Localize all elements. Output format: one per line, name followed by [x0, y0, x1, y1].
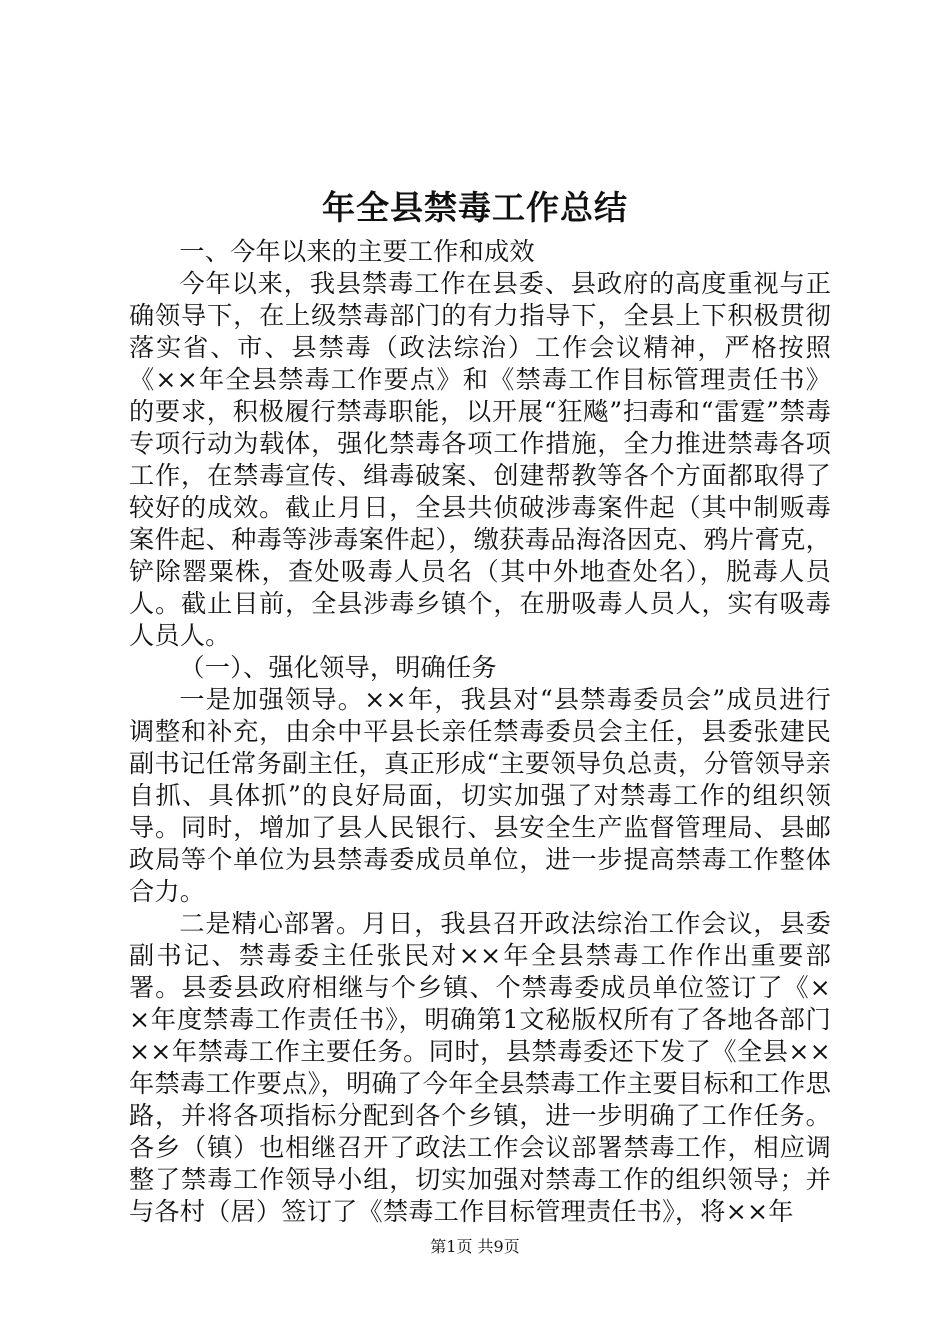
page-footer: 第1页 共9页	[430, 1237, 520, 1256]
section-heading: 一、今年以来的主要工作和成效	[179, 237, 535, 266]
subsection-heading: （一）、强化领导，明确任务	[179, 653, 497, 682]
paragraph: 一是加强领导。××年，我县对“县禁毒委员会”成员进行调整和补充，由余中平县长亲任禁毒委员会主任，县委张建民副书记任常务副主任，真正形成“主要领导负总责，分管领导亲自抓、具体抓”的良好局面，切实加强了对禁毒工作的组织领导。同时，增加了县人民银行、县安全生产监督管理局、县邮政局等个单位为县禁毒委成员单位，进一步提高禁毒工作整体合力。	[129, 685, 831, 906]
document-title: 年全县禁毒工作总结	[322, 188, 628, 227]
document-body	[129, 236, 831, 1228]
paragraph: 二是精心部署。月日，我县召开政法综治工作会议，县委副书记、禁毒委主任张民对××年全县禁毒工作作出重要部署。县委县政府相继与个乡镇、个禁毒委成员单位签订了《××年度禁毒工作责任书》，明确第1文秘版权所有了各地各部门××年禁毒工作主要任务。同时，县禁毒委还下发了《全县××年禁毒工作要点》，明确了今年全县禁毒工作主要目标和工作思路，并将各项指标分配到各个乡镇，进一步明确了工作任务。各乡（镇）也相继召开了政法工作会议部署禁毒工作，相应调整了禁毒工作领导小组，切实加强对禁毒工作的组织领导；并与各村（居）签订了《禁毒工作目标管理责任书》，将××年	[129, 909, 831, 1226]
paragraph: 今年以来，我县禁毒工作在县委、县政府的高度重视与正确领导下，在上级禁毒部门的有力指导下，全县上下积极贯彻落实省、市、县禁毒（政法综治）工作会议精神，严格按照《××年全县禁毒工作要点》和《禁毒工作目标管理责任书》的要求，积极履行禁毒职能，以开展“狂飚”扫毒和“雷霆”禁毒专项行动为载体，强化禁毒各项工作措施，全力推进禁毒各项工作，在禁毒宣传、缉毒破案、创建帮教等各个方面都取得了较好的成效。截止月日，全县共侦破涉毒案件起（其中制贩毒案件起、种毒等涉毒案件起），缴获毒品海洛因克、鸦片膏克，铲除罂粟株，查处吸毒人员名（其中外地查处名），脱毒人员人。截止目前，全县涉毒乡镇个，在册吸毒人员人，实有吸毒人员人。	[129, 269, 831, 650]
